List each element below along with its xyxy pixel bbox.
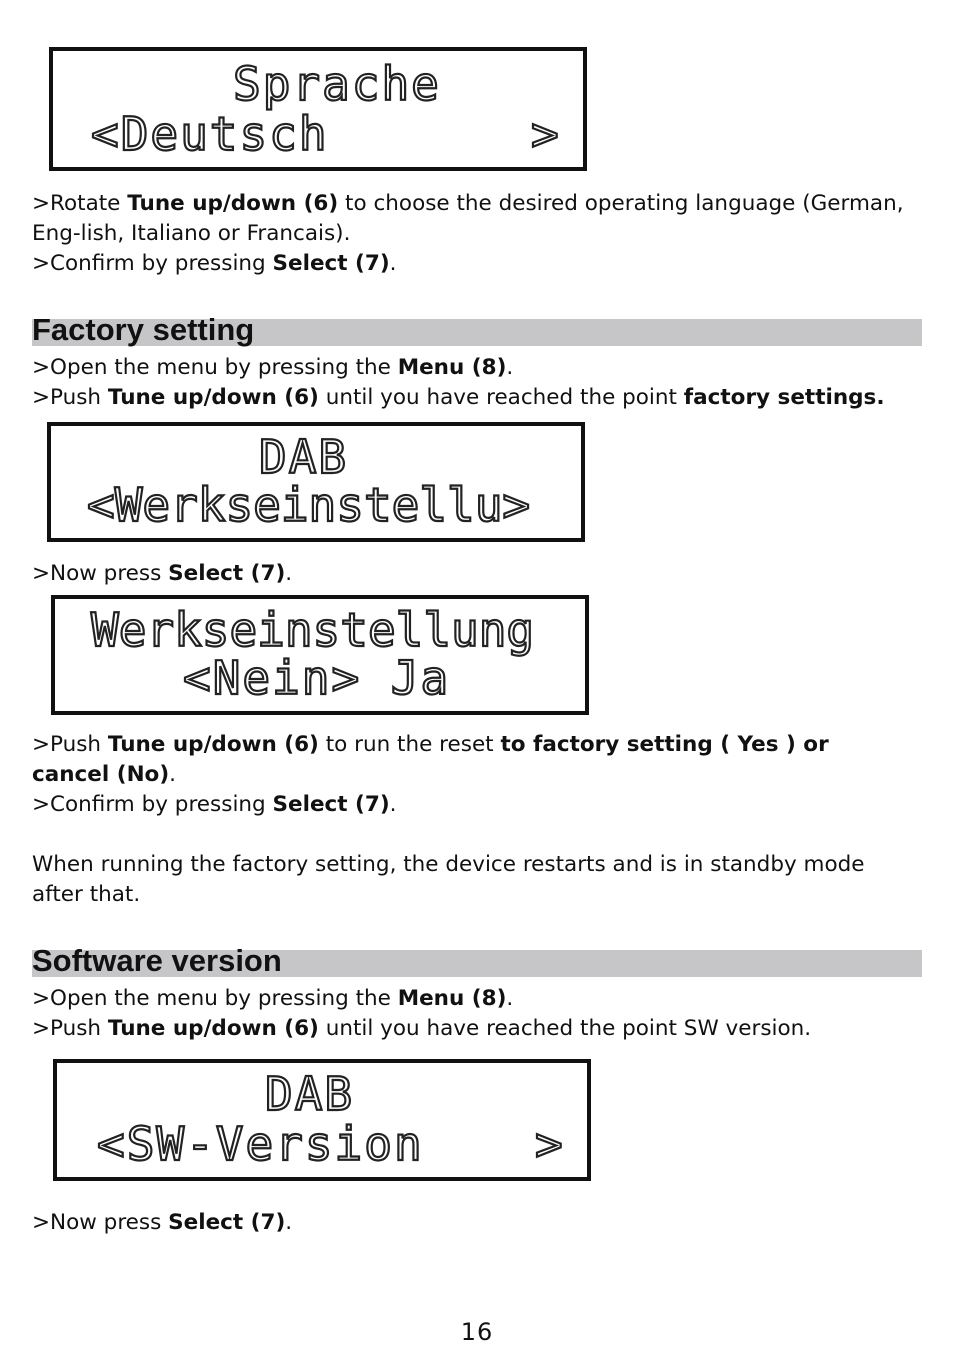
lcd-right-arrow: > [531, 107, 561, 161]
text: . [389, 251, 397, 276]
confirm-instruction [32, 249, 912, 279]
lcd-display-language [49, 47, 587, 171]
text: >Open the menu by pressing the [32, 986, 398, 1011]
software-version-heading-bar [32, 943, 922, 978]
software-step-1 [32, 984, 912, 1014]
text: >Push [32, 732, 108, 757]
text: until you have reached the point [318, 385, 684, 410]
bold-text: Select (7) [272, 792, 390, 817]
lcd-line-1: DAB [265, 1067, 355, 1121]
bold-text: Select (7) [272, 251, 390, 276]
lcd-display-factory-confirm [51, 595, 589, 715]
factory-setting-heading: Factory setting [32, 312, 255, 347]
language-instruction [32, 189, 912, 249]
lcd-line-1: Sprache [233, 57, 441, 111]
text: >Confirm by pressing [32, 792, 273, 817]
text: >Push [32, 385, 108, 410]
text: >Push [32, 1016, 108, 1041]
lcd-line-2: <Nein> Ja [183, 651, 451, 705]
bold-text: Select (7) [168, 561, 286, 586]
text: to run the reset [318, 732, 501, 757]
bold-text: Tune up/down (6) [127, 191, 339, 216]
bold-text: Tune up/down (6) [107, 732, 319, 757]
bold-text: Menu (8) [397, 355, 507, 380]
bold-text: to factory setting ( Yes ) or cancel (No) [32, 732, 837, 787]
text: . [285, 1210, 293, 1235]
lcd-line-1: DAB [259, 430, 349, 484]
lcd-line-1: Werkseinstellung [91, 603, 535, 657]
text: . [389, 792, 397, 817]
text: . [506, 355, 514, 380]
bold-text: Tune up/down (6) [107, 385, 319, 410]
text: >Open the menu by pressing the [32, 355, 398, 380]
lcd-right-arrow: > [535, 1117, 565, 1171]
text: >Confirm by pressing [32, 251, 273, 276]
lcd-line-2: <Werkseinstellu> [87, 478, 531, 532]
text: >Rotate [32, 191, 128, 216]
confirm-instruction-2 [32, 790, 912, 820]
factory-note: When running the factory setting, the device restarts and is in standby mode after that. [32, 852, 872, 907]
text: to choose the desired operating language (German, Eng-lish, Italiano or Francais). [32, 191, 911, 246]
factory-step-2 [32, 383, 912, 413]
now-press-select-1 [32, 559, 912, 589]
page-number: 16 [460, 1318, 494, 1346]
bold-text: factory settings. [683, 385, 885, 410]
bold-text: Tune up/down (6) [107, 1016, 319, 1041]
now-press-select-2 [32, 1208, 912, 1238]
lcd-display-sw-version [53, 1059, 591, 1181]
lcd-line-2: <Deutsch [91, 107, 329, 161]
reset-instruction [32, 730, 912, 790]
factory-setting-heading-bar [32, 312, 922, 347]
factory-step-1 [32, 353, 912, 383]
text: >Now press [32, 561, 169, 586]
bold-text: Menu (8) [397, 986, 507, 1011]
software-version-heading: Software version [32, 943, 282, 978]
text: . [506, 986, 514, 1011]
lcd-display-factory-menu [47, 422, 585, 542]
text: . [169, 762, 177, 787]
bold-text: Select (7) [168, 1210, 286, 1235]
text: until you have reached the point SW version. [318, 1016, 812, 1041]
text: >Now press [32, 1210, 169, 1235]
software-step-2 [32, 1014, 912, 1044]
lcd-line-2: <SW-Version [97, 1117, 424, 1171]
text: . [285, 561, 293, 586]
